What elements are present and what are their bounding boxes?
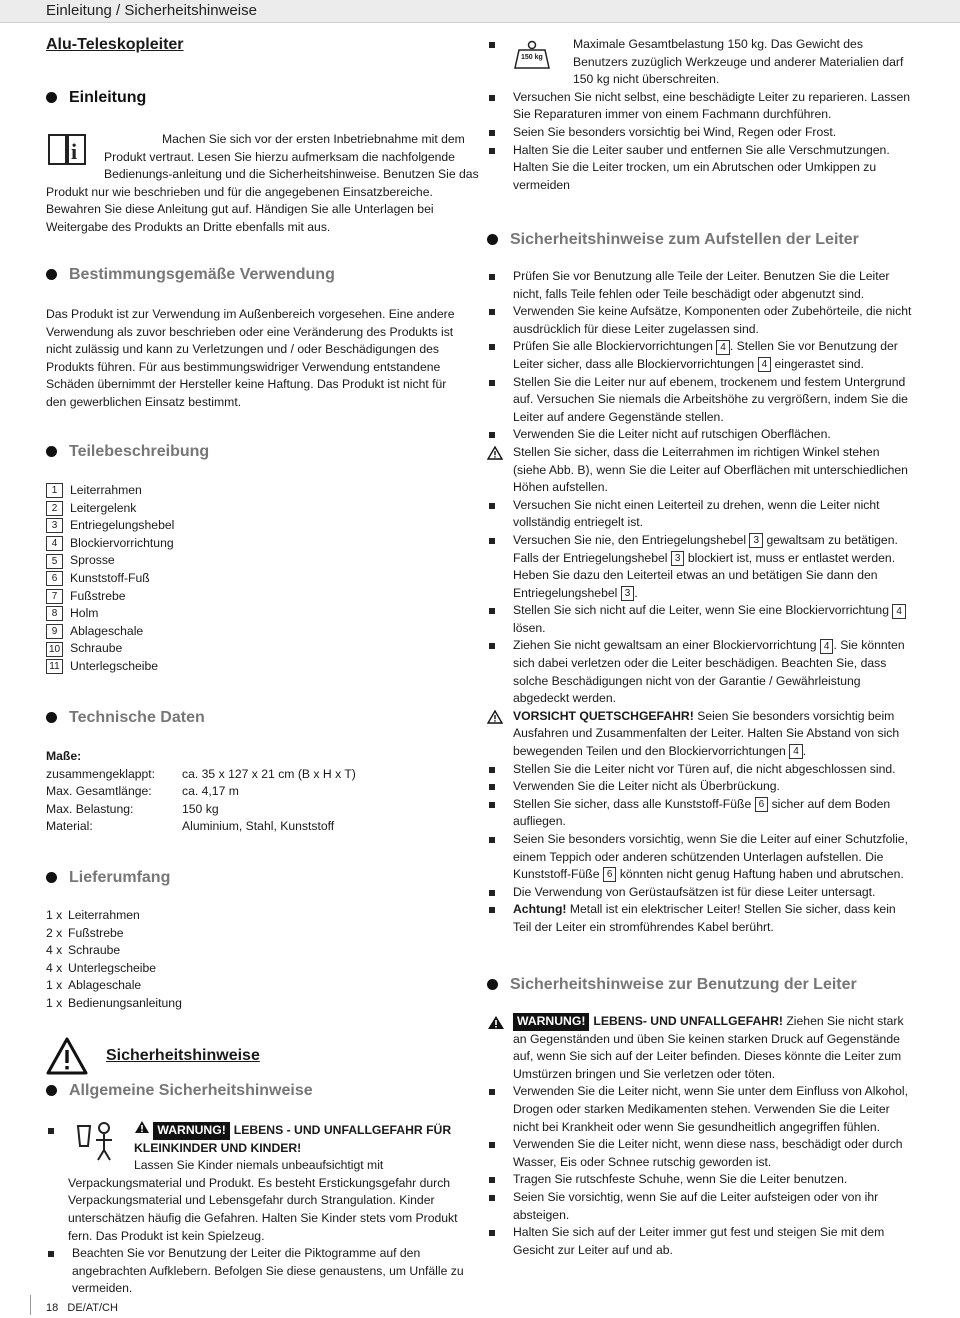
header-title: Einleitung / Sicherheitshinweise (46, 2, 257, 19)
list-item: Verwenden Sie die Leiter nicht, wenn diese nass, beschädigt oder durch Wasser, Eis oder Schnee rutschig geworden ist. (487, 1136, 915, 1171)
section-aufstellen (487, 231, 859, 249)
bullet-square-icon (489, 890, 495, 896)
running-header (0, 0, 960, 23)
list-item: Stellen Sie sicher, dass alle Kunststoff-Füße 6 sicher auf dem Boden aufliegen. (487, 796, 915, 831)
tech-data (46, 748, 466, 836)
list-item: Versuchen Sie nicht einen Leiterteil zu drehen, wenn die Leiter nicht vollständig entriegelt ist. (487, 497, 915, 532)
list-item: Tragen Sie rutschfeste Schuhe, wenn Sie die Leiter benutzen. (487, 1171, 915, 1189)
list-item: Die Verwendung von Gerüstaufsätzen ist für diese Leiter untersagt. (487, 884, 915, 902)
section-heading: Technische Daten (69, 709, 205, 726)
child-packaging-icon (72, 1120, 122, 1166)
part-item: 3 Entriegelungshebel (46, 517, 174, 535)
sicherheitshinweise-title: Sicherheitshinweise (106, 1047, 260, 1064)
bullet-square-icon (489, 802, 495, 808)
einleitung-paragraph: Machen Sie sich vor der ersten Inbetriebnahme mit dem Produkt vertraut. Lesen Sie hierzu aufmerksam die nachfolgende Bedienungs-anleitung und die Sicherheitshinweise. Benutzen Sie das Produkt nur wie beschrieben und für die angegebenen Einsatzbereiche. Bewahren Sie diese Anleitung gut auf. Händigen Sie alle Unterlagen bei Weitergabe des Produkts an Dritte ebenfalls mit aus. (46, 132, 479, 234)
delivery-item: 4 x Unterlegscheibe (46, 960, 157, 975)
bullet-dot-icon (46, 446, 57, 457)
bullet-square-icon (489, 148, 495, 154)
list-item: Verwenden Sie die Leiter nicht, wenn Sie unter dem Einfluss von Alkohol, Drogen oder starken Medikamenten stehen. Verwenden Sie die Leiter nicht bei Krankheit oder wenn Sie gesundheitlich angegriffen fühlen. (487, 1083, 915, 1136)
section-teile (46, 443, 209, 461)
delivery-item: 1 x Leiterrahmen (46, 908, 140, 922)
bullet-square-icon (489, 837, 495, 843)
list-item: Stellen Sie sich nicht auf die Leiter, wenn Sie eine Blockiervorrichtung 4 lösen. (487, 602, 915, 637)
parts-list (46, 482, 174, 676)
section-heading: Teilebeschreibung (69, 443, 210, 460)
bullet-square-icon (489, 503, 495, 509)
bullet-dot-icon (46, 269, 57, 280)
list-item: Prüfen Sie vor Benutzung alle Teile der Leiter. Benutzen Sie die Leiter nicht, falls Teile fehlen oder Teile beschädigt oder abgenutzt sind. (487, 268, 915, 303)
list-item: 150 kg Maximale Gesamtbelastung 150 kg. Das Gewicht des Benutzers zuzüglich Werkzeuge und anderer Materialien darf 150 kg nicht überschreiten. (487, 36, 917, 89)
weight-icon (513, 40, 551, 76)
list-item: Stellen Sie sicher, dass die Leiterrahmen im richtigen Winkel stehen (siehe Abb. B), wenn Sie die Leiter auf Oberflächen mit unterschiedlichen Höhen aufstellen. (487, 444, 915, 497)
page-footer (46, 1300, 118, 1318)
book-info-icon (46, 131, 90, 169)
section-heading: Allgemeine Sicherheitshinweise (69, 1082, 313, 1099)
general-safety-list (46, 1120, 472, 1298)
bullet-square-icon (489, 907, 495, 913)
section-heading: Bestimmungsgemäße Verwendung (69, 266, 335, 283)
bullet-square-icon (489, 608, 495, 614)
part-item: 9 Ablageschale (46, 623, 174, 641)
list-item: Halten Sie die Leiter sauber und entfernen Sie alle Verschmutzungen. Halten Sie die Leiter trocken, um ein Abrutschen oder Umkippen zu vermeiden (487, 142, 917, 195)
section-benutzung (487, 976, 857, 994)
tech-row: Max. Belastung: 150 kg (46, 801, 219, 816)
section-heading: Lieferumfang (69, 869, 171, 886)
part-item: 1 Leiterrahmen (46, 482, 174, 500)
usage-list (487, 1083, 915, 1259)
list-item: Beachten Sie vor Benutzung der Leiter die Piktogramme auf den angebrachten Aufklebern. Befolgen Sie diese genaustens, um Unfälle zu vermeiden. (46, 1245, 472, 1298)
bullet-square-icon (48, 1128, 54, 1134)
warning-triangle-icon (487, 1015, 505, 1036)
bullet-dot-icon (46, 712, 57, 723)
bullet-square-icon (48, 1251, 54, 1257)
list-item: Verwenden Sie die Leiter nicht als Überbrückung. (487, 778, 915, 796)
list-item: Verwenden Sie die Leiter nicht auf rutschigen Oberflächen. (487, 426, 915, 444)
part-item: 8 Holm (46, 605, 174, 623)
bullet-square-icon (489, 274, 495, 280)
child-warning-item (46, 1120, 472, 1245)
warning-title: LEBENS - UND UNFALLGEFAHR FÜR KLEINKINDER UND KINDER! (134, 1123, 452, 1155)
bullet-dot-icon (46, 92, 57, 103)
section-heading: Sicherheitshinweise zur Benutzung der Leiter (510, 976, 857, 993)
list-item: Ziehen Sie nicht gewaltsam an einer Blockiervorrichtung 4 . Sie könnten sich dabei verletzen oder die Leiter beschädigen. Beachten Sie, dass solche Beschädigungen nicht von der Garantie / Gewährleistung abgedeckt werden. (487, 637, 915, 707)
child-warning-text: Lassen Sie Kinder niemals unbeaufsichtigt mit Verpackungsmaterial und Produkt. Es besteht Erstickungsgefahr durch Verpackungsmaterial und Lebensgefahr durch Strangulation. Kinder unterschätzen häufig die Gefahren. Halten Sie Kinder stets vom Produkt fern. Das Produkt ist kein Spielzeug. (68, 1158, 458, 1243)
tech-row: Material: Aluminium, Stahl, Kunststoff (46, 819, 335, 834)
delivery-item: 1 x Bedienungsanleitung (46, 995, 182, 1010)
bullet-square-icon (489, 1142, 495, 1148)
usage-safety (487, 1013, 915, 1259)
bullet-square-icon (489, 309, 495, 315)
section-lieferumfang (46, 869, 170, 887)
part-item: 6 Kunststoff-Fuß (46, 570, 174, 588)
bullet-square-icon (489, 1230, 495, 1236)
delivery-list (46, 907, 182, 1013)
section-einleitung (46, 89, 146, 107)
warning-triangle-icon (134, 1120, 150, 1140)
document-title: Alu-Teleskopleiter (46, 36, 184, 53)
big-warning-triangle-icon (46, 1037, 88, 1081)
right-top-list (487, 36, 917, 194)
warning-badge: WARNUNG! (513, 1013, 589, 1031)
usage-warning: WARNUNG! LEBENS- UND UNFALLGEFAHR! Ziehen Sie nicht stark an Gegenständen und üben Sie keinen starken Druck auf Gegenstände auf, wenn Sie sich auf der Leiter befinden. Dieses könnte die Leiter zum Umstürzen bringen und Sie verletzen oder töten. (487, 1013, 915, 1083)
list-item: VORSICHT QUETSCHGEFAHR! Seien Sie besonders vorsichtig beim Ausfahren und Zusammenfalten der Leiter. Halten Sie Abstand von sich bewegenden Teilen und den Blockiervorrichtungen 4 . (487, 708, 915, 761)
bullet-square-icon (489, 643, 495, 649)
svg-text:i: i (71, 139, 78, 164)
bullet-square-icon (489, 42, 495, 48)
part-item: 7 Fußstrebe (46, 588, 174, 606)
bullet-square-icon (489, 767, 495, 773)
masse-label: Maße: (46, 749, 82, 763)
warning-badge: WARNUNG! (153, 1122, 229, 1140)
list-item: Prüfen Sie alle Blockiervorrichtungen 4 . Stellen Sie vor Benutzung der Leiter sicher, dass alle Blockiervorrichtungen 4 eingerastet sind. (487, 338, 915, 373)
list-item: Stellen Sie die Leiter nicht vor Türen auf, die nicht abgeschlossen sind. (487, 761, 915, 779)
bullet-dot-icon (46, 1085, 57, 1096)
section-verwendung (46, 266, 335, 284)
bullet-square-icon (489, 95, 495, 101)
verwendung-paragraph: Das Produkt ist zur Verwendung im Außenbereich vorgesehen. Eine andere Verwendung als zuvor beschrieben oder eine Veränderung des Produkts ist nicht zulässig und kann zu Verletzungen und / oder Beschädigungen des Produkts führen. Für aus bestimmungswidriger Verwendung entstandene Schäden übernimmt der Hersteller keine Haftung. Das Produkt ist nicht für den gewerblichen Einsatz bestimmt. (46, 307, 455, 409)
bullet-square-icon (489, 344, 495, 350)
bullet-square-icon (489, 1089, 495, 1095)
bullet-dot-icon (487, 234, 498, 245)
page-number: 18 (46, 1302, 59, 1314)
tech-row: Max. Gesamtlänge: ca. 4,17 m (46, 784, 239, 799)
bullet-square-icon (489, 1177, 495, 1183)
part-item: 2 Leitergelenk (46, 500, 174, 518)
delivery-item: 4 x Schraube (46, 943, 121, 958)
delivery-item: 1 x Ablageschale (46, 978, 142, 993)
bullet-square-icon (489, 784, 495, 790)
tech-row: zusammengeklappt: ca. 35 x 127 x 21 cm (B x H x T) (46, 766, 356, 781)
list-item: Halten Sie sich auf der Leiter immer gut fest und steigen Sie mit dem Gesicht zur Leiter auf und ab. (487, 1224, 915, 1259)
part-item: 4 Blockiervorrichtung (46, 535, 174, 553)
bullet-dot-icon (487, 979, 498, 990)
setup-safety-list (487, 268, 915, 937)
list-item: Versuchen Sie nie, den Entriegelungshebel 3 gewaltsam zu betätigen. Falls der Entriegelungshebel 3 blockiert ist, muss er entlastet werden. Heben Sie dazu den Leiterteil etwas an und betätigen Sie dann den Entriegelungshebel 3 . (487, 532, 915, 602)
weight-icon-label: 150 kg (521, 54, 543, 61)
section-allgemein (46, 1082, 313, 1100)
section-heading: Sicherheitshinweise zum Aufstellen der Leiter (510, 231, 859, 248)
footer-divider (30, 1295, 31, 1315)
part-item: 10 Schraube (46, 640, 174, 658)
bullet-square-icon (489, 432, 495, 438)
warning-triangle-icon (487, 710, 503, 730)
list-item: Versuchen Sie nicht selbst, eine beschädigte Leiter zu reparieren. Lassen Sie Reparaturen immer von einem Fachmann durchführen. (487, 89, 917, 124)
list-item: Achtung! Metall ist ein elektrischer Leiter! Stellen Sie sicher, dass kein Teil der Leiter ein stromführendes Kabel berührt. (487, 901, 915, 936)
list-item: Seien Sie besonders vorsichtig, wenn Sie die Leiter auf einer Schutzfolie, einem Teppich oder anderen schützenden Unterlagen aufstellen. Die Kunststoff-Füße 6 könnten nicht genug Haftung haben und abrutschen. (487, 831, 915, 884)
delivery-item: 2 x Fußstrebe (46, 925, 124, 940)
bullet-dot-icon (46, 872, 57, 883)
bullet-square-icon (489, 1195, 495, 1201)
bullet-square-icon (489, 380, 495, 386)
right-top-bullets (487, 89, 917, 195)
list-item: Seien Sie besonders vorsichtig bei Wind, Regen oder Frost. (487, 124, 917, 142)
list-item: Seien Sie vorsichtig, wenn Sie auf die Leiter aufsteigen oder von ihr absteigen. (487, 1189, 915, 1224)
warning-triangle-icon (487, 446, 503, 466)
bullet-square-icon (489, 538, 495, 544)
country-codes: DE/AT/CH (67, 1302, 118, 1314)
general-list (46, 1245, 472, 1298)
part-item: 5 Sprosse (46, 552, 174, 570)
bullet-square-icon (489, 130, 495, 136)
section-technik (46, 709, 205, 727)
list-item: Verwenden Sie keine Aufsätze, Komponenten oder Zubehörteile, die nicht ausdrücklich für diese Leiter zugelassen sind. (487, 303, 915, 338)
warning-title: LEBENS- UND UNFALLGEFAHR! (593, 1014, 783, 1028)
part-item: 11 Unterlegscheibe (46, 658, 174, 676)
section-heading: Einleitung (69, 89, 147, 106)
list-item: Stellen Sie die Leiter nur auf ebenem, trockenem und festem Untergrund auf. Versuchen Sie niemals die Arbeitshöhe zu vergrößern, indem Sie die Leiter auf andere Gegenstände stellen. (487, 374, 915, 427)
einleitung-text (46, 131, 486, 237)
